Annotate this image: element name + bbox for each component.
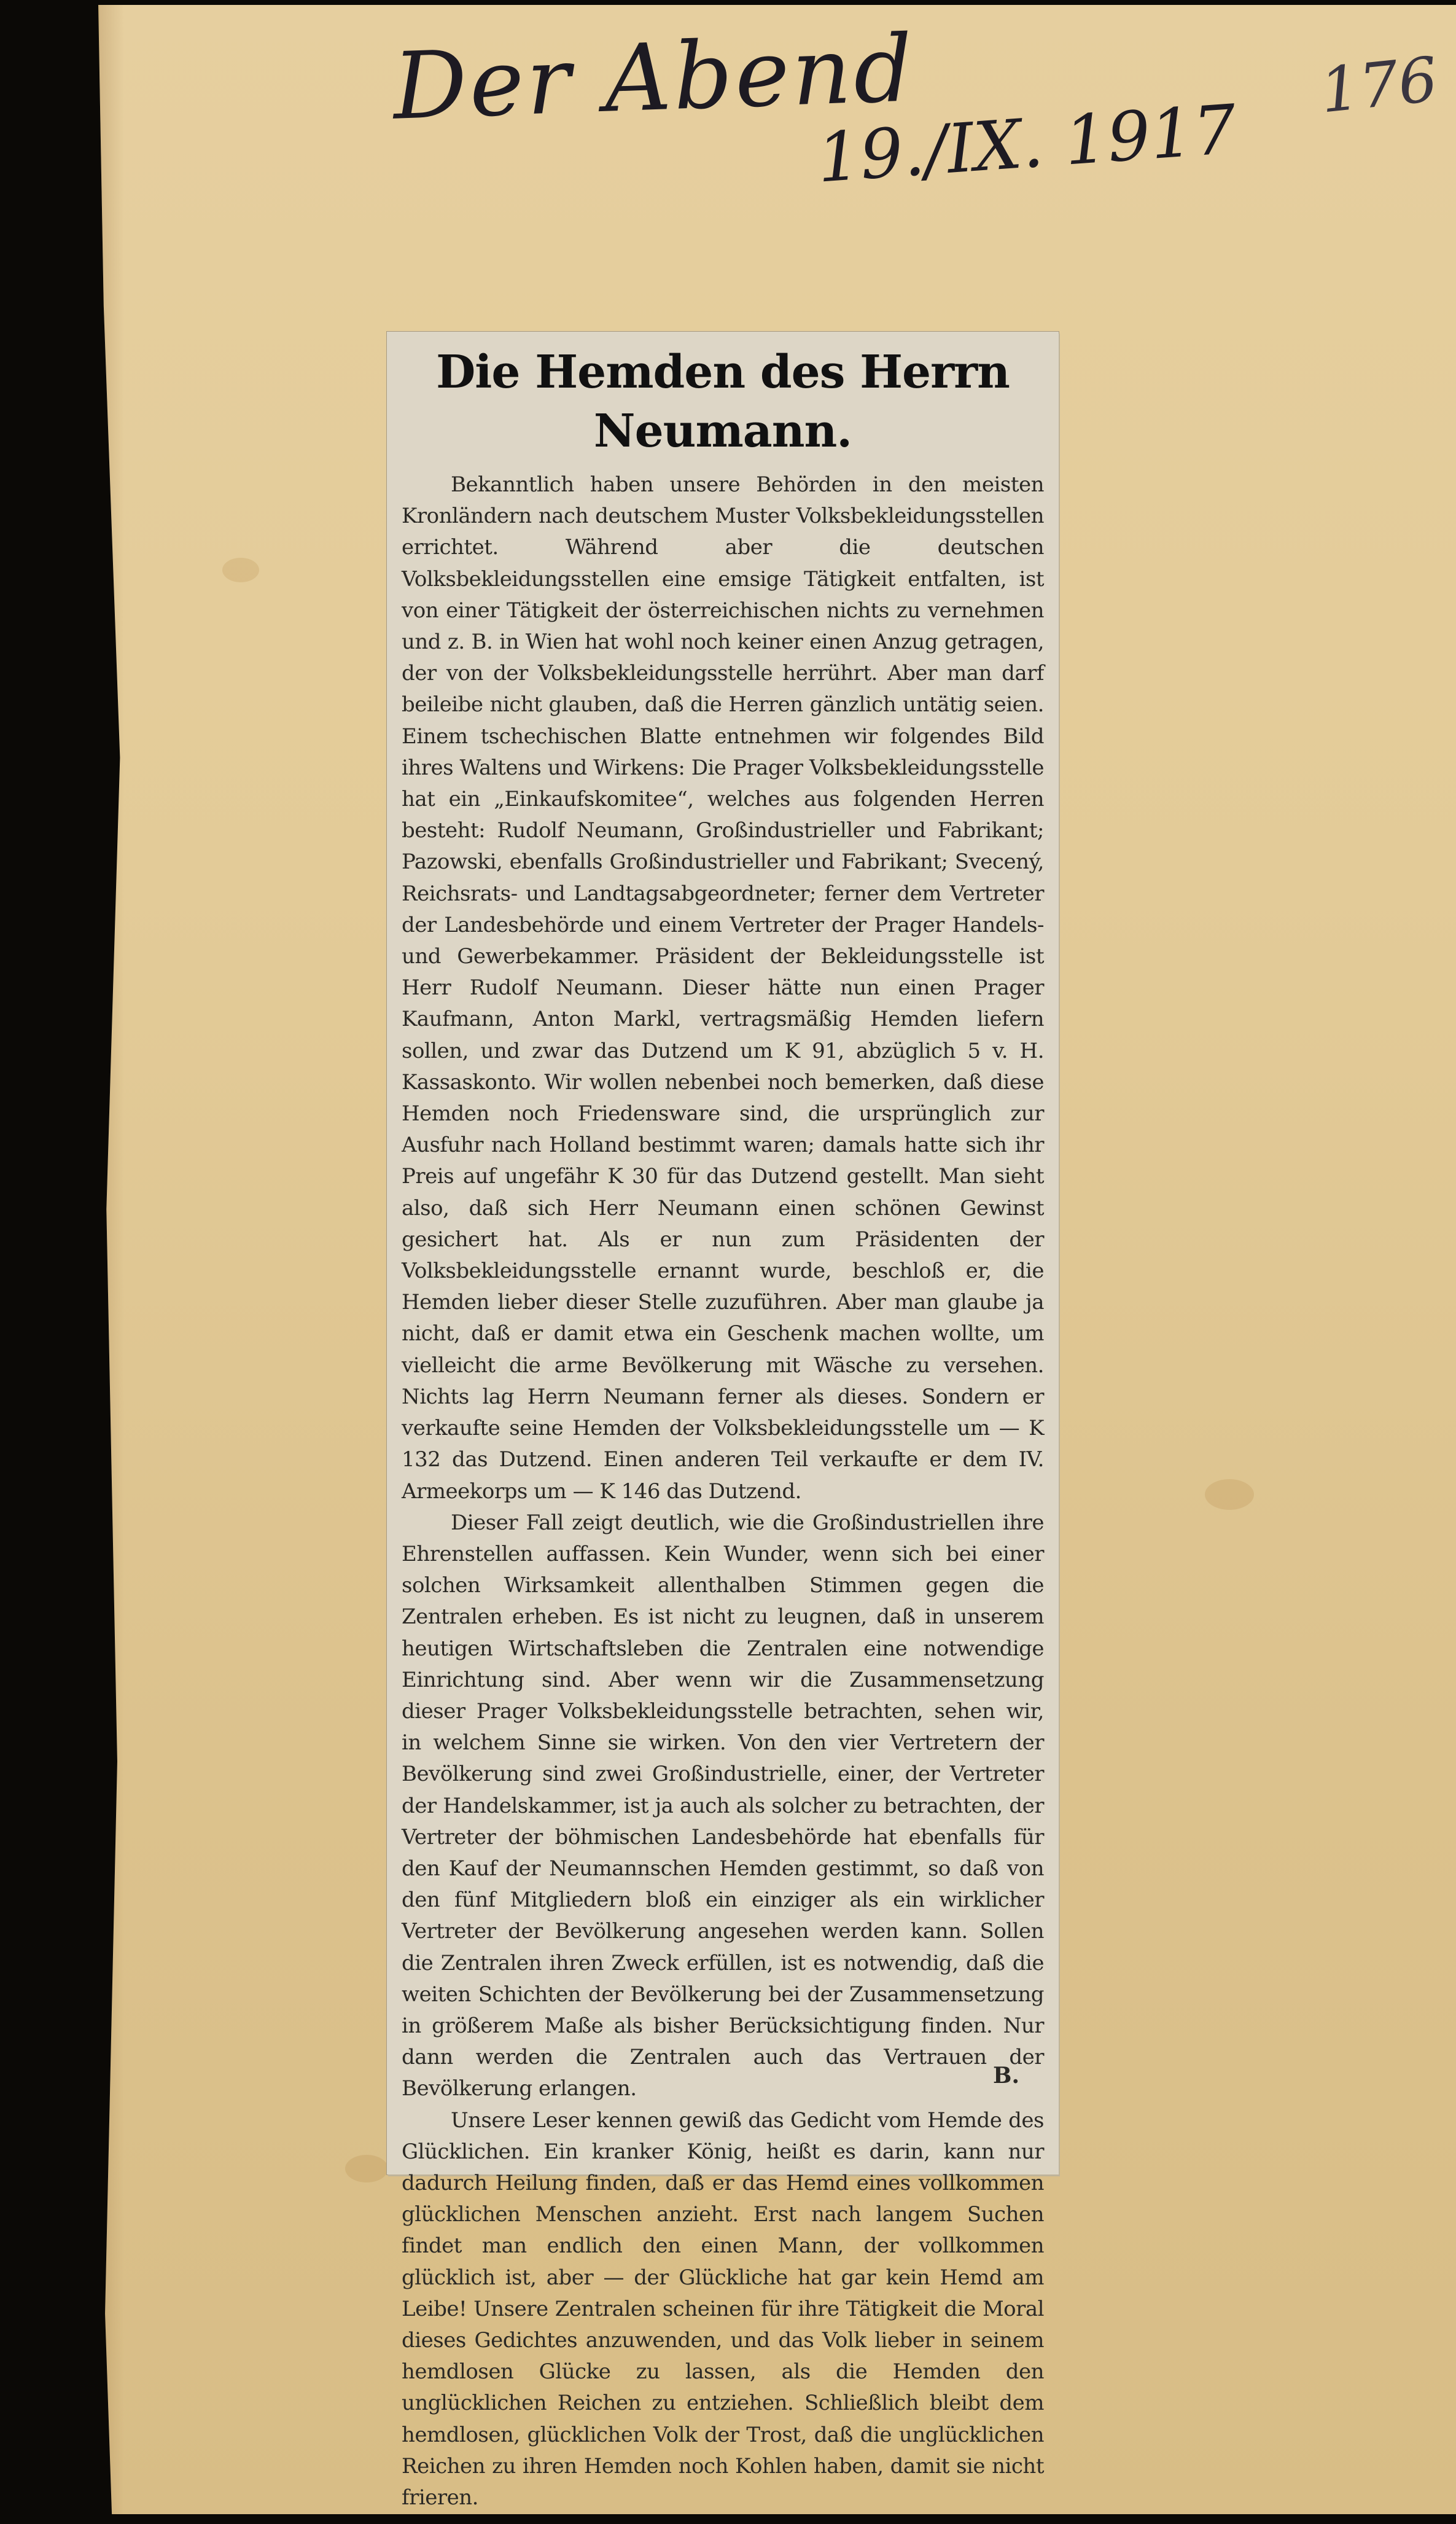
paper-stain — [1205, 1479, 1254, 1510]
newspaper-clipping — [387, 332, 1059, 2510]
article-paragraph: Bekanntlich haben unsere Behörden in den meisten Kronländern nach deutschem Muster Volksbekleidungsstellen errichtet. Während aber die deutschen Volksbekleidungsstellen eine emsige Tätigkeit entfalten, ist von einer Tätigkeit der österreichischen nichts zu vernehmen und z. B. in Wien hat wohl noch keiner einen Anzug getragen, der von der Volksbekleidungsstelle herrührt. Aber man darf beileibe nicht glauben, daß die Herren gänzlich untätig seien. Einem tschechischen Blatte entnehmen wir folgendes Bild ihres Waltens und Wirkens: Die Prager Volksbekleidungsstelle hat ein „Einkaufskomitee“, welches aus folgenden Herren besteht: Rudolf Neumann, Großindustrieller und Fabrikant; Pazowski, ebenfalls Großindustrieller und Fabrikant; Svecený, Reichsrats- und Landtagsabgeordneter; ferner dem Vertreter der Landesbehörde und einem Vertreter der Prager Handels- und Gewerbekammer. Präsident der Bekleidungsstelle ist Herr Rudolf Neumann. Dieser hätte nun einen Prager Kaufmann, Anton Markl, vertragsmäßig Hemden liefern sollen, und zwar das Dutzend um K 91, abzüglich 5 v. H. Kassaskonto. Wir wollen nebenbei noch bemerken, daß diese Hemden noch Friedensware sind, die ursprünglich zur Ausfuhr nach Holland bestimmt waren; damals hatte sich ihr Preis auf ungefähr K 30 für das Dutzend gestellt. Man sieht also, daß sich Herr Neumann einen schönen Gewinst gesichert hat. Als er nun zum Präsidenten der Volksbekleidungsstelle ernannt wurde, beschloß er, die Hemden lieber dieser Stelle zuzuführen. Aber man glaube ja nicht, daß er damit etwa ein Geschenk machen wollte, um vielleicht die arme Bevölkerung mit Wäsche zu versehen. Nichts lag Herrn Neumann ferner als dieses. Sondern er verkaufte seine Hemden der Volksbekleidungsstelle um — K 132 das Dutzend. Einen anderen Teil verkaufte er dem IV. Armeekorps um — K 146 das Dutzend. — [402, 472, 1044, 1504]
handwritten-date: 19./IX. 1917 — [814, 90, 1239, 198]
paper-stain — [345, 2155, 388, 2182]
handwritten-sheet-number: 176 — [1317, 43, 1441, 127]
handwritten-newspaper-name: Der Abend — [391, 15, 917, 141]
paper-stain — [222, 558, 259, 582]
author-signature: B. — [993, 2063, 1019, 2088]
article-title: Die Hemden des Herrn Neumann. — [436, 346, 1010, 458]
article-paragraph: Dieser Fall zeigt deutlich, wie die Großindustriellen ihre Ehrenstellen auffassen. Kein Wunder, wenn sich bei einer solchen Wirksamkeit allenthalben Stimmen gegen die Zentralen erheben. Es ist nicht zu leugnen, daß in unserem heutigen Wirtschaftsleben die Zentralen eine notwendige Einrichtung sind. Aber wenn wir die Zusammensetzung dieser Prager Volksbekleidungsstelle betrachten, sehen wir, in welchem Sinne sie wirken. Von den vier Vertretern der Bevölkerung sind zwei Großindustrielle, einer, der Vertreter der Handelskammer, ist ja auch als solcher zu betrachten, der Vertreter der böhmischen Landesbehörde hat ebenfalls für den Kauf der Neumannschen Hemden gestimmt, so daß von den fünf Mitgliedern bloß ein einziger als ein wirklicher Vertreter der Bevölkerung angesehen werden kann. Sollen die Zentralen ihren Zweck erfüllen, ist es notwendig, daß die weiten Schichten der Bevölkerung bei der Zusammensetzung in größerem Maße als bisher Berücksichtigung finden. Nur dann werden die Zentralen auch das Vertrauen der Bevölkerung erlangen. — [402, 1510, 1044, 2101]
article-paragraph: Unsere Leser kennen gewiß das Gedicht vom Hemde des Glücklichen. Ein kranker König, heißt es darin, kann nur dadurch Heilung finden, daß er das Hemd eines vollkommen glücklichen Menschen anzieht. Erst nach langem Suchen findet man endlich den einen Mann, der vollkommen glücklich ist, aber — der Glückliche hat gar kein Hemd am Leibe! Unsere Zentralen scheinen für ihre Tätigkeit die Moral dieses Gedichtes anzuwenden, und das Volk lieber in seinem hemdlosen Glücke zu lassen, als die Hemden den unglücklichen Reichen zu entziehen. Schließlich bleibt dem hemdlosen, glücklichen Volk der Trost, daß die unglücklichen Reichen zu ihren Hemden noch Kohlen haben, damit sie nicht frieren. — [402, 2108, 1044, 2510]
